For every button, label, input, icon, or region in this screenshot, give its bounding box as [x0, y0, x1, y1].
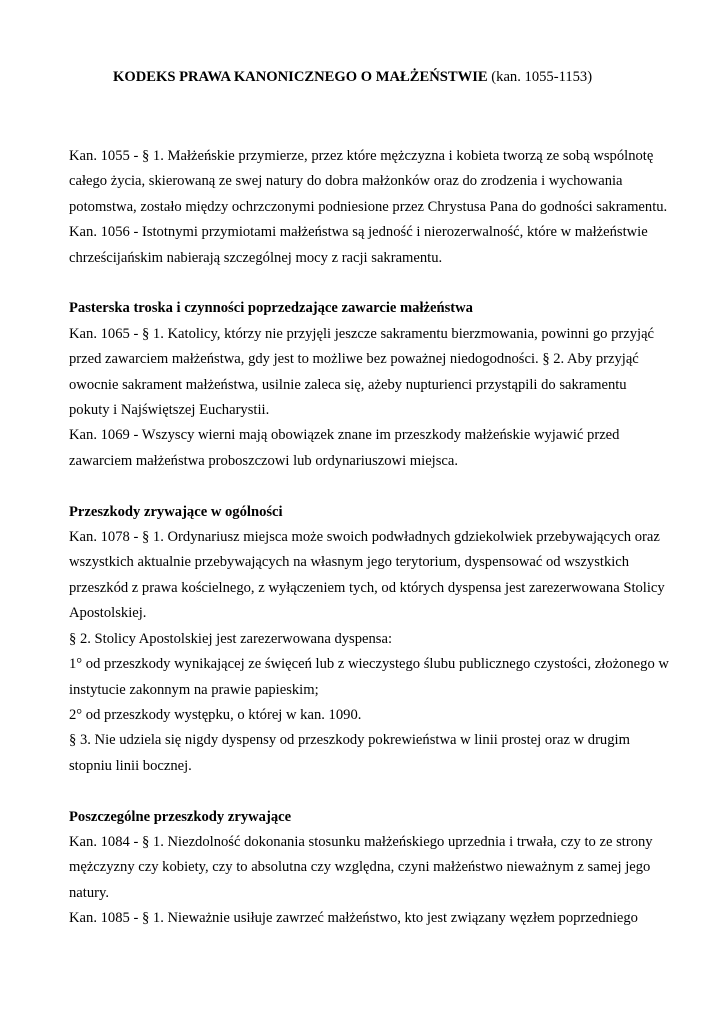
paragraph: Kan. 1056 - Istotnymi przymiotami małżeństwa są jedność i nierozerwalność, które w małżeństwie chrześcijańskim nabierają szczególnej mocy z racji sakramentu.: [69, 224, 648, 266]
section-heading: Poszczególne przeszkody zrywające: [69, 808, 292, 825]
paragraph: § 2. Stolicy Apostolskiej jest zarezerwowana dyspensa:: [69, 630, 393, 647]
document-title-main: KODEKS PRAWA KANONICZNEGO O MAŁŻEŃSTWIE: [113, 69, 488, 85]
document-body: [69, 144, 669, 932]
paragraph: 1° od przeszkody wynikającej ze święceń lub z wieczystego ślubu publicznego czystości, złożonego w instytucie zakonnym na prawie papieskim;: [69, 656, 669, 698]
paragraph: Kan. 1085 - § 1. Nieważnie usiłuje zawrzeć małżeństwo, kto jest związany węzłem poprzedniego: [69, 910, 638, 927]
section-heading: Przeszkody zrywające w ogólności: [69, 503, 283, 520]
paragraph: 2° od przeszkody występku, o której w kan. 1090.: [69, 706, 362, 723]
paragraph: Kan. 1078 - § 1. Ordynariusz miejsca może swoich podwładnych gdziekolwiek przebywających oraz wszystkich aktualnie przebywających na własnym jego terytorium, dyspensować od wszystkich przeszkód z prawa kościelnego, z wyłączeniem tych, od których dyspensa jest zarezerwowana Stolicy Apostolskiej.: [69, 529, 665, 622]
paragraph: Kan. 1069 - Wszyscy wierni mają obowiązek znane im przeszkody małżeńskie wyjawić przed zawarciem małżeństwa proboszczowi lub ordynariuszowi miejsca.: [69, 427, 620, 469]
paragraph: Kan. 1055 - § 1. Małżeńskie przymierze, przez które mężczyzna i kobieta tworzą ze sobą wspólnotę całego życia, skierowaną ze swej natury do dobra małżonków oraz do zrodzenia i wychowania potomstwa, zostało między ochrzczonymi podniesione przez Chrystusa Pana do godności sakramentu.: [69, 148, 668, 215]
paragraph: Kan. 1065 - § 1. Katolicy, którzy nie przyjęli jeszcze sakramentu bierzmowania, powinni go przyjąć przed zawarciem małżeństwa, gdy jest to możliwe bez poważnej niedogodności. § 2. Aby przyjąć owocnie sakrament małżeństwa, usilnie zaleca się, ażeby nupturienci przystąpili do sakramentu pokuty i Najświętszej Eucharystii.: [69, 325, 655, 419]
section-heading: Pasterska troska i czynności poprzedzające zawarcie małżeństwa: [69, 300, 473, 317]
paragraph: § 3. Nie udziela się nigdy dyspensy od przeszkody pokrewieństwa w linii prostej oraz w drugim stopniu linii bocznej.: [69, 732, 630, 774]
paragraph: Kan. 1084 - § 1. Niezdolność dokonania stosunku małżeńskiego uprzednia i trwała, czy to ze strony mężczyzny czy kobiety, czy to absolutna czy względna, czyni małżeństwo nieważnym z samej jego natury.: [69, 833, 653, 901]
document-title: [113, 67, 592, 87]
document-title-range: (kan. 1055-1153): [487, 69, 593, 85]
